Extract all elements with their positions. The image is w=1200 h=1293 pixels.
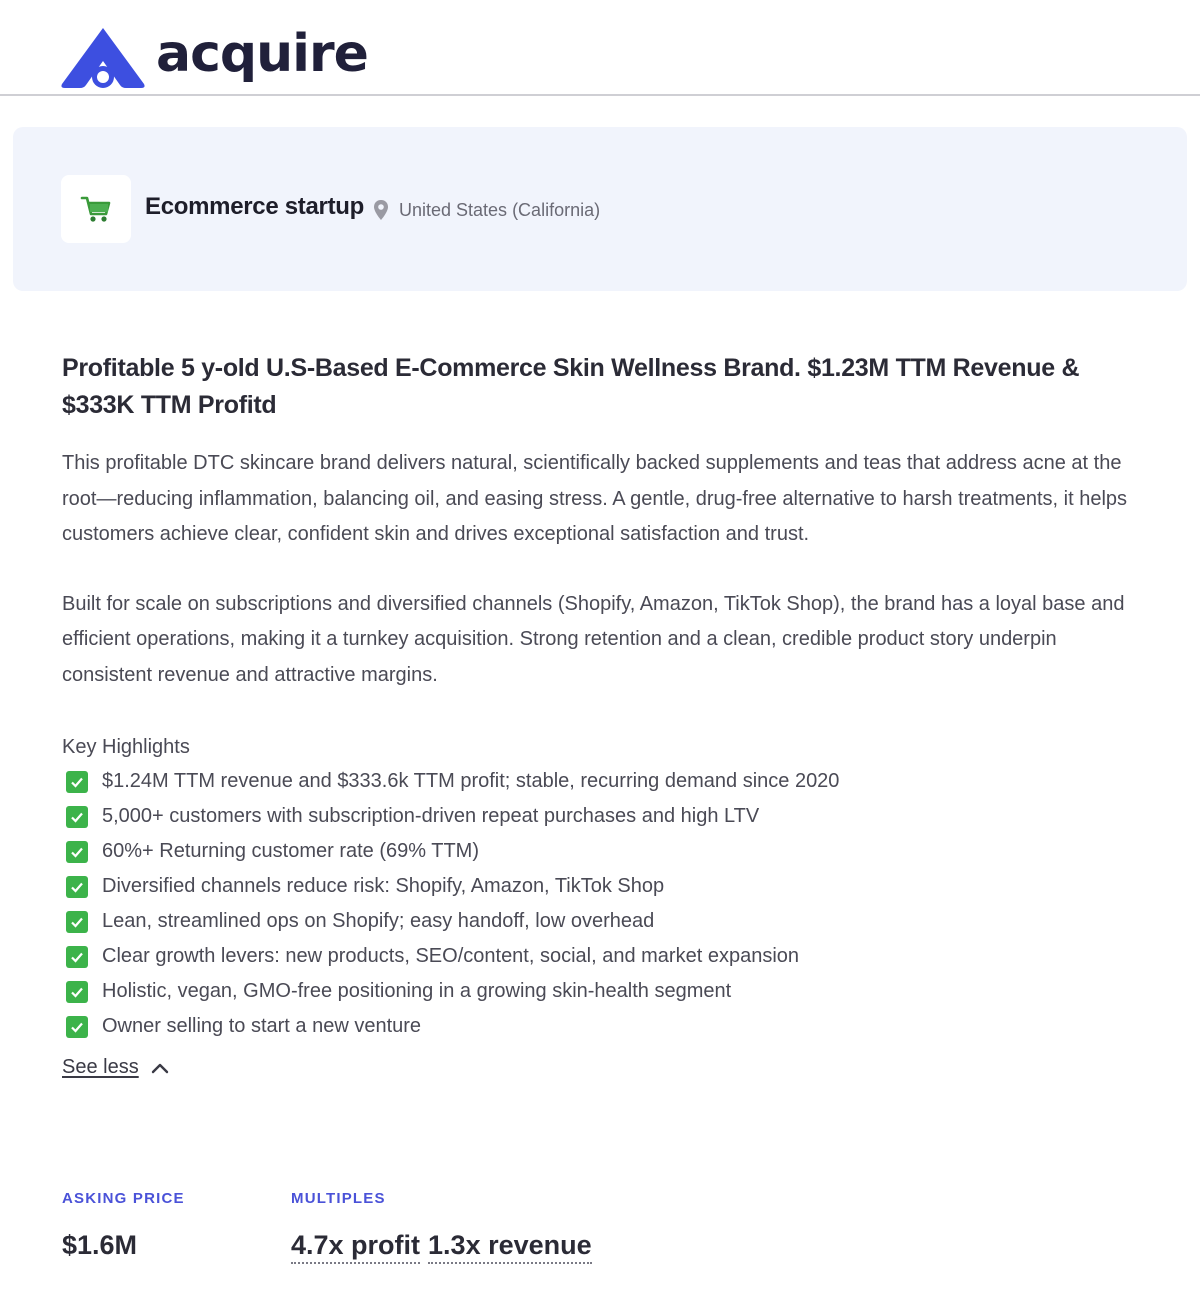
- location-text: United States (California): [399, 199, 601, 220]
- highlight-item: [62, 974, 1152, 1009]
- see-less-label: See less: [62, 1056, 139, 1078]
- highlight-item: [62, 834, 1152, 869]
- description-paragraph: This profitable DTC skincare brand delivers natural, scientifically backed supplements and teas that address acne at the root—reducing inflammation, balancing oil, and easing stress. A gentle, drug-free alternative to harsh treatments, it helps customers achieve clear, confident skin and drives exceptional satisfaction and trust.: [62, 452, 1128, 545]
- asking-price-label: ASKING PRICE: [62, 1190, 185, 1207]
- highlight-item: [62, 799, 1152, 834]
- asking-price-value: $1.6M: [62, 1230, 138, 1260]
- checkbox-checked-icon: [66, 911, 88, 933]
- multiples-values: [291, 1230, 600, 1261]
- highlight-text: Holistic, vegan, GMO-free positioning in a growing skin-health segment: [102, 980, 732, 1002]
- highlight-text: Clear growth levers: new products, SEO/content, social, and market expansion: [102, 945, 800, 967]
- acquire-logo[interactable]: [60, 24, 368, 90]
- highlight-text: 60%+ Returning customer rate (69% TTM): [102, 840, 480, 862]
- chevron-up-icon: [151, 1062, 169, 1074]
- listing-content: [62, 350, 1152, 1079]
- see-less-button[interactable]: [62, 1056, 1152, 1079]
- highlight-text: $1.24M TTM revenue and $333.6k TTM profit; stable, recurring demand since 2020: [102, 770, 840, 792]
- highlight-item: [62, 869, 1152, 904]
- highlight-text: Owner selling to start a new venture: [102, 1015, 422, 1037]
- acquire-logo-icon: [60, 24, 146, 90]
- highlight-item: [62, 764, 1152, 799]
- highlight-text: 5,000+ customers with subscription-driven repeat purchases and high LTV: [102, 805, 760, 827]
- checkbox-checked-icon: [66, 1016, 88, 1038]
- checkbox-checked-icon: [66, 946, 88, 968]
- highlight-text: Diversified channels reduce risk: Shopify, Amazon, TikTok Shop: [102, 875, 665, 897]
- checkbox-checked-icon: [66, 981, 88, 1003]
- checkbox-checked-icon: [66, 771, 88, 793]
- checkbox-checked-icon: [66, 806, 88, 828]
- highlights-title: Key Highlights: [62, 736, 190, 758]
- highlight-item: [62, 1009, 1152, 1044]
- shopping-cart-icon: [80, 194, 112, 224]
- top-header: [0, 0, 1200, 96]
- location: [373, 199, 600, 221]
- listing-category-card: [13, 127, 1187, 291]
- checkbox-checked-icon: [66, 876, 88, 898]
- multiple-revenue[interactable]: 1.3x revenue: [428, 1230, 592, 1264]
- description-paragraph: Built for scale on subscriptions and diversified channels (Shopify, Amazon, TikTok Shop), the brand has a loyal base and efficient operations, making it a turnkey acquisition. Strong retention and a clean, credible product story underpin consistent revenue and attractive margins.: [62, 592, 1125, 686]
- highlights-list: [62, 764, 1152, 1044]
- category-name: Ecommerce startup: [145, 193, 364, 220]
- listing-title: Profitable 5 y-old U.S-Based E-Commerce Skin Wellness Brand. $1.23M TTM Revenue & $333K TTM Profitd: [62, 354, 1080, 419]
- highlight-item: [62, 904, 1152, 939]
- checkbox-checked-icon: [66, 841, 88, 863]
- map-pin-icon: [373, 199, 389, 221]
- multiples-label: MULTIPLES: [291, 1190, 386, 1207]
- highlight-item: [62, 939, 1152, 974]
- multiple-profit[interactable]: 4.7x profit: [291, 1230, 420, 1264]
- highlight-text: Lean, streamlined ops on Shopify; easy handoff, low overhead: [102, 910, 655, 932]
- category-icon-box: [61, 175, 131, 243]
- brand-name: acquire: [156, 24, 368, 84]
